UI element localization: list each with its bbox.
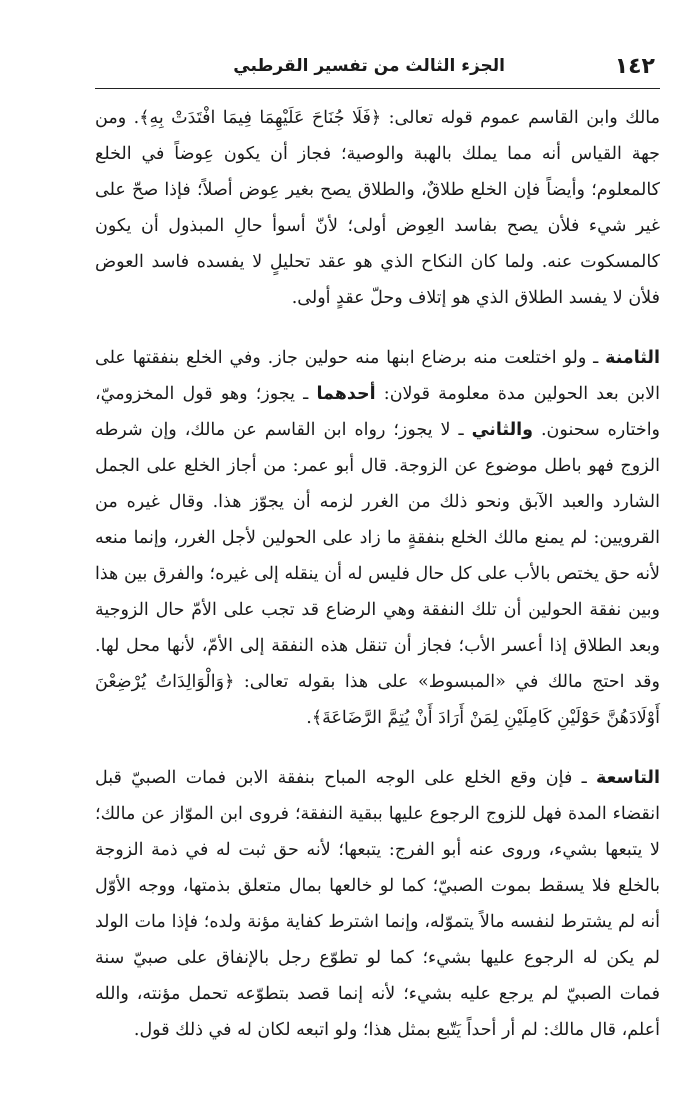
section-label-eighth: الثامنة — [605, 348, 660, 368]
paragraph-continuation — [95, 100, 660, 316]
text-run: مالك وابن القاسم عموم قوله تعالى: — [381, 108, 660, 128]
body-text — [95, 100, 660, 1048]
paragraph-gap — [95, 316, 660, 340]
running-title: الجزء الثالث من تفسير القرطبي — [233, 56, 505, 76]
text-run: ـ ولو اختلعت منه برضاع ابنها منه حولين جاز. وفي الخلع بنفقتها على الابن بعد الحولين مدة معلومة قولان: — [95, 348, 660, 404]
header-rule — [95, 88, 660, 89]
paragraph-eighth-issue — [95, 340, 660, 736]
paragraph-ninth-issue — [95, 760, 660, 1048]
text-run: ـ يجوز؛ وهو قول المخزوميّ، واختاره سحنون. — [95, 384, 661, 440]
term-first-opinion: أحدهما — [316, 384, 376, 404]
quran-verse: ﴿وَالْوَالِدَاتُ يُرْضِعْنَ أَوْلَادَهُنَّ حَوْلَيْنِ كَامِلَيْنِ لِمَنْ أَرَادَ أَنْ يُتِمَّ الرَّضَاعَةَ﴾ — [95, 672, 660, 728]
paragraph-gap — [95, 736, 660, 760]
term-second-opinion: والثاني — [471, 420, 534, 440]
page-number: ١٤٢ — [614, 54, 655, 79]
text-run: . ومن جهة القياس أنه مما يملك بالهبة والوصية؛ فجاز أن يكون عِوضاً في الخلع كالمعلوم؛ وأيضاً فإن الخلع طلاقٌ، والطلاق يصح بغير عِوض أصلاً؛ فإذا صحّ على غير شيء فلأن يصح بفاسد العِوض أولى؛ لأنّ أسوأ حالِ المبذول أن يكون كالمسكوت عنه. ولما كان النكاح الذي هو عقد تحليلٍ لا يفسده فاسد العوض فلأن لا يفسد الطلاق الذي هو إتلاف وحلّ عقدٍ أولى. — [95, 108, 660, 308]
running-header — [95, 50, 655, 84]
text-run: ـ لا يجوز؛ رواه ابن القاسم عن مالك، وإن شرطه الزوج فهو باطل موضوع عن الزوجة. قال أبو عمر: من أجاز الخلع على الجمل الشارد والعبد الآبق ونحو ذلك من الغرر لزمه أن يجوّز هذا. وقال غيره من القرويين: لم يمنع مالك الخلع بنفقةٍ ما زاد على الحولين لأجل الغرر، وإنما منعه لأنه حق يختص بالأب على كل حال فليس له أن ينقله إلى غيره؛ والفرق بين هذا وبين نفقة الحولين أن تلك النفقة وهي الرضاع قد تجب على الأمّ حال الزوجية وبعد الطلاق إذا أعسر الأب؛ فجاز أن تنقل هذه النفقة إلى الأمّ، لأنها محل لها. وقد احتج مالك في «المبسوط» على هذا بقوله تعالى: — [95, 420, 660, 692]
quran-verse: ﴿فَلَا جُنَاحَ عَلَيْهِمَا فِيمَا افْتَدَتْ بِهِ﴾ — [139, 108, 382, 128]
text-run: ـ فإن وقع الخلع على الوجه المباح بنفقة الابن فمات الصبيّ قبل انقضاء المدة فهل للزوج الرجوع عليها ببقية النفقة؛ فروى ابن الموّاز عن مالك؛ لا يتبعها بشيء، وروى عنه أبو الفرج: يتبعها؛ لأنه حق ثبت له في ذمة الزوجة بالخلع فلا يسقط بموت الصبيّ؛ كما لو خالعها بمال متعلق بذمتها، ووجه الأوّل أنه لم يشترط لنفسه مالاً يتموّله، وإنما اشترط كفاية مؤنة ولده؛ فإذا مات الولد لم يكن له الرجوع عليها بشيء؛ كما لو تطوّع رجل بالإنفاق على صبيّ سنة فمات الصبيّ لم يرجع عليه بشيء؛ لأنه إنما قصد بتطوّعه تحمل مؤنته، والله أعلم، قال مالك: لم أر أحداً يَتّبع بمثل هذا؛ ولو اتبعه لكان له في ذلك قول. — [95, 768, 660, 1040]
text-run: . — [306, 708, 312, 728]
section-label-ninth: التاسعة — [596, 768, 660, 788]
